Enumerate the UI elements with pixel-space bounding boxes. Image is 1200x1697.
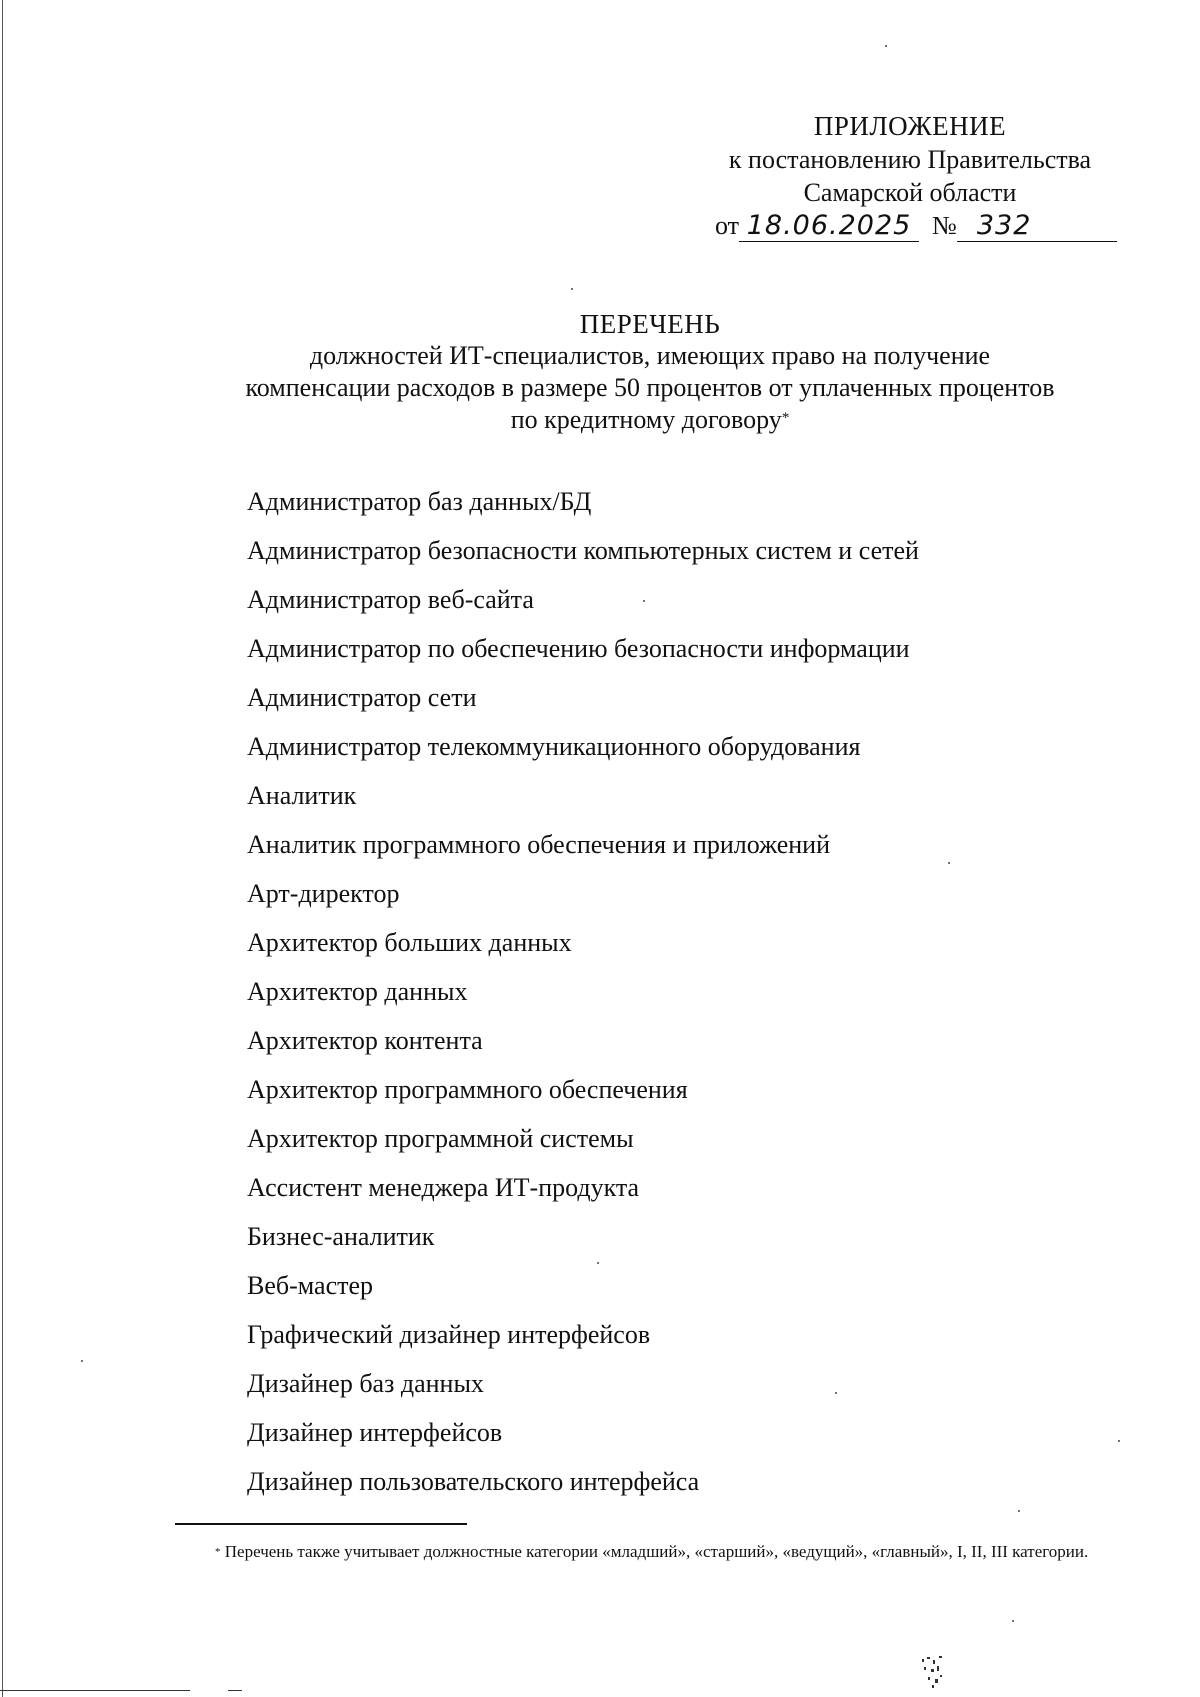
position-item: Архитектор данных	[247, 977, 468, 1006]
footnote-text: Перечень также учитывает должностные категории «младший», «старший», «ведущий», «главный», I, II, III категории.	[224, 1542, 1089, 1561]
footnote-separator	[175, 1523, 467, 1525]
position-item: Графический дизайнер интерфейсов	[247, 1320, 651, 1349]
scan-speck	[1018, 1510, 1020, 1512]
scan-speck	[1012, 1620, 1014, 1622]
appendix-header	[690, 110, 1130, 242]
subtitle-line-2: компенсации расходов в размере 50 процентов от уплаченных процентов	[245, 373, 1055, 402]
position-item: Аналитик программного обеспечения и приложений	[247, 830, 831, 859]
position-item: Администратор безопасности компьютерных систем и сетей	[247, 536, 919, 565]
document-title-block	[100, 308, 1200, 436]
position-item: Бизнес-аналитик	[247, 1222, 435, 1251]
appendix-line-1: к постановлению Правительства	[728, 145, 1092, 174]
document-title: ПЕРЕЧЕНЬ	[579, 309, 721, 339]
position-item: Архитектор контента	[247, 1026, 483, 1055]
footnote-reference: *	[781, 410, 790, 426]
position-item: Архитектор больших данных	[247, 928, 572, 957]
position-item: Администратор веб-сайта	[247, 585, 534, 614]
position-item: Администратор сети	[247, 683, 477, 712]
appendix-heading: ПРИЛОЖЕНИЕ	[813, 111, 1007, 141]
date-prefix: от	[715, 211, 740, 240]
scan-speck	[948, 862, 950, 864]
positions-list	[247, 485, 919, 1514]
position-item: Дизайнер пользовательского интерфейса	[247, 1467, 700, 1496]
footnote	[175, 1540, 1135, 1564]
position-item: Дизайнер интерфейсов	[247, 1418, 503, 1447]
scan-speck	[835, 1392, 837, 1394]
subtitle-line-3-text: по кредитному договору	[510, 405, 782, 434]
resolution-date-line	[690, 209, 1130, 242]
position-item: Архитектор программной системы	[247, 1124, 634, 1153]
subtitle-line-1: должностей ИТ-специалистов, имеющих право на получение	[309, 341, 991, 370]
subtitle-line-3	[100, 404, 1200, 436]
page-left-edge	[2, 0, 3, 1697]
position-item: Веб-мастер	[247, 1271, 374, 1300]
scan-bottom-line	[0, 1690, 190, 1691]
scan-bottom-line	[228, 1690, 242, 1691]
position-item: Архитектор программного обеспечения	[247, 1075, 688, 1104]
position-item: Ассистент менеджера ИТ-продукта	[247, 1173, 640, 1202]
position-item: Администратор телекоммуникационного оборудования	[247, 732, 861, 761]
appendix-line-2: Самарской области	[803, 178, 1017, 207]
scan-smudge	[920, 1655, 946, 1691]
scan-speck	[81, 1360, 83, 1362]
scan-speck	[1118, 1440, 1120, 1442]
position-item: Администратор баз данных/БД	[247, 487, 592, 516]
scan-speck	[885, 45, 887, 47]
position-item: Аналитик	[247, 781, 357, 810]
handwritten-number: 332	[957, 211, 1117, 242]
scan-speck	[643, 600, 645, 602]
number-sign: №	[932, 211, 957, 240]
scan-speck	[571, 288, 573, 290]
handwritten-date: 18.06.2025	[739, 211, 919, 242]
position-item: Администратор по обеспечению безопасности информации	[247, 634, 910, 663]
position-item: Дизайнер баз данных	[247, 1369, 484, 1398]
footnote-mark: *	[215, 1546, 221, 1558]
scan-speck	[597, 1262, 599, 1264]
position-item: Арт-директор	[247, 879, 400, 908]
